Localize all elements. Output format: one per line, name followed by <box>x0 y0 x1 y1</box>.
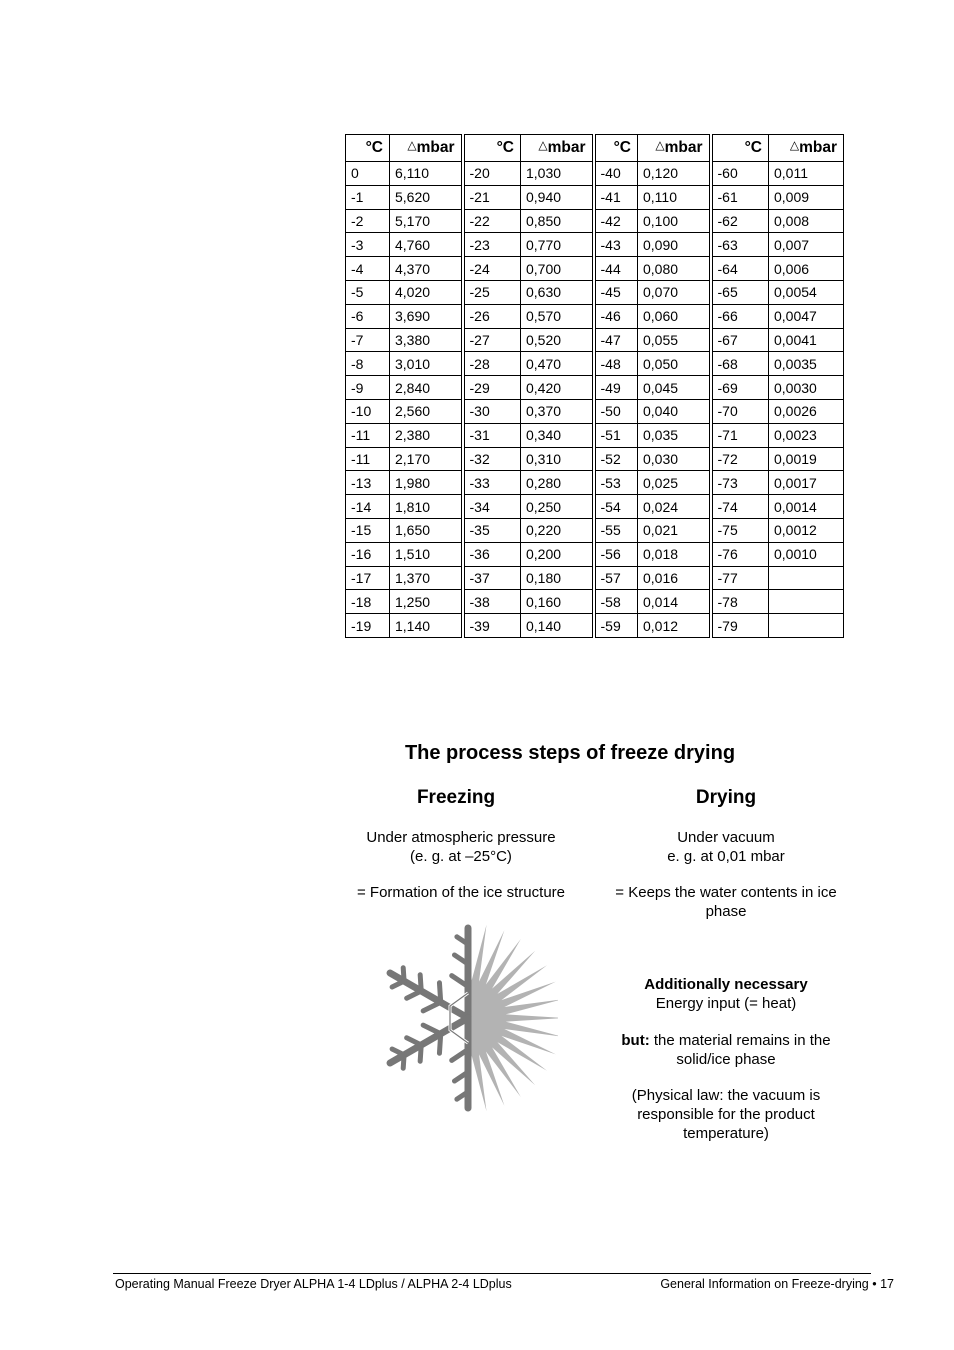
cell-pressure: 0,630 <box>521 280 594 304</box>
cell-pressure: 0,0030 <box>769 376 844 400</box>
cell-temperature: -1 <box>346 185 390 209</box>
cell-temperature: -57 <box>594 566 638 590</box>
cell-temperature: -73 <box>711 471 769 495</box>
cell-pressure: 5,620 <box>390 185 463 209</box>
sun-half-icon <box>468 923 558 1113</box>
cell-pressure: 0,045 <box>638 376 711 400</box>
cell-temperature: -11 <box>346 423 390 447</box>
cell-pressure: 0,011 <box>769 162 844 186</box>
cell-pressure <box>769 614 844 638</box>
cell-temperature: -58 <box>594 590 638 614</box>
cell-temperature: -14 <box>346 495 390 519</box>
cell-pressure: 0,570 <box>521 304 594 328</box>
cell-pressure: 0,310 <box>521 447 594 471</box>
cell-pressure: 0,030 <box>638 447 711 471</box>
table-row <box>346 518 844 542</box>
cell-pressure: 1,370 <box>390 566 463 590</box>
cell-pressure: 0,200 <box>521 542 594 566</box>
cell-temperature: -65 <box>711 280 769 304</box>
cell-temperature: -59 <box>594 614 638 638</box>
cell-pressure: 6,110 <box>390 162 463 186</box>
cell-pressure: 0,340 <box>521 423 594 447</box>
cell-pressure: 0,018 <box>638 542 711 566</box>
cell-temperature: -48 <box>594 352 638 376</box>
cell-pressure: 0,016 <box>638 566 711 590</box>
cell-temperature: -17 <box>346 566 390 590</box>
cell-pressure: 1,140 <box>390 614 463 638</box>
cell-temperature: -38 <box>463 590 521 614</box>
cell-temperature: -67 <box>711 328 769 352</box>
cell-pressure: 2,170 <box>390 447 463 471</box>
table-row <box>346 257 844 281</box>
cell-pressure: 0,007 <box>769 233 844 257</box>
table-row <box>346 233 844 257</box>
cell-temperature: -31 <box>463 423 521 447</box>
cell-temperature: -51 <box>594 423 638 447</box>
cell-temperature: -63 <box>711 233 769 257</box>
header-mbar: △mbar <box>521 135 594 162</box>
cell-temperature: -24 <box>463 257 521 281</box>
cell-pressure: 0,0035 <box>769 352 844 376</box>
cell-temperature: -5 <box>346 280 390 304</box>
cell-pressure: 0,0041 <box>769 328 844 352</box>
table-header-row <box>346 135 844 162</box>
snowflake-half-icon <box>390 928 468 1108</box>
footer-divider <box>113 1273 871 1274</box>
header-celsius: °C <box>711 135 769 162</box>
table-row <box>346 590 844 614</box>
cell-pressure: 0,520 <box>521 328 594 352</box>
cell-pressure: 3,690 <box>390 304 463 328</box>
cell-temperature: -34 <box>463 495 521 519</box>
cell-temperature: -6 <box>346 304 390 328</box>
cell-pressure: 1,510 <box>390 542 463 566</box>
vapor-pressure-table <box>345 134 844 638</box>
cell-temperature: -30 <box>463 399 521 423</box>
cell-temperature: -52 <box>594 447 638 471</box>
cell-pressure: 0,160 <box>521 590 594 614</box>
cell-pressure: 0,012 <box>638 614 711 638</box>
cell-pressure: 0,280 <box>521 471 594 495</box>
cell-temperature: -9 <box>346 376 390 400</box>
cell-pressure: 0,100 <box>638 209 711 233</box>
additional-requirement: Additionally necessary Energy input (= heat) <box>644 976 808 1012</box>
cell-temperature: 0 <box>346 162 390 186</box>
cell-pressure: 0,0012 <box>769 518 844 542</box>
cell-temperature: -55 <box>594 518 638 542</box>
cell-pressure: 0,024 <box>638 495 711 519</box>
table-row <box>346 614 844 638</box>
cell-pressure: 0,470 <box>521 352 594 376</box>
cell-pressure: 0,850 <box>521 209 594 233</box>
table-row <box>346 280 844 304</box>
cell-pressure: 0,110 <box>638 185 711 209</box>
cell-temperature: -19 <box>346 614 390 638</box>
table-row <box>346 566 844 590</box>
drying-result: = Keeps the water contents in ice phase <box>615 884 837 920</box>
cell-pressure: 0,0047 <box>769 304 844 328</box>
header-mbar: △mbar <box>769 135 844 162</box>
cell-pressure: 0,060 <box>638 304 711 328</box>
cell-pressure: 0,0017 <box>769 471 844 495</box>
cell-temperature: -69 <box>711 376 769 400</box>
cell-temperature: -32 <box>463 447 521 471</box>
physical-law-note: (Physical law: the vacuum is responsible for the product temperature) <box>631 1087 821 1142</box>
cell-temperature: -36 <box>463 542 521 566</box>
table-row <box>346 447 844 471</box>
cell-pressure: 1,650 <box>390 518 463 542</box>
cell-temperature: -78 <box>711 590 769 614</box>
cell-temperature: -16 <box>346 542 390 566</box>
freezing-heading: Freezing <box>416 787 496 808</box>
table-row <box>346 352 844 376</box>
cell-temperature: -26 <box>463 304 521 328</box>
drying-heading: Drying <box>695 787 757 808</box>
cell-pressure: 4,020 <box>390 280 463 304</box>
cell-pressure: 1,980 <box>390 471 463 495</box>
cell-temperature: -47 <box>594 328 638 352</box>
table-row <box>346 495 844 519</box>
cell-pressure: 4,760 <box>390 233 463 257</box>
cell-temperature: -29 <box>463 376 521 400</box>
cell-temperature: -21 <box>463 185 521 209</box>
cell-pressure: 2,380 <box>390 423 463 447</box>
snowflake-sun-icon <box>378 918 558 1123</box>
cell-temperature: -39 <box>463 614 521 638</box>
cell-temperature: -42 <box>594 209 638 233</box>
cell-temperature: -64 <box>711 257 769 281</box>
table-row <box>346 423 844 447</box>
cell-temperature: -53 <box>594 471 638 495</box>
cell-pressure: 0,006 <box>769 257 844 281</box>
cell-pressure: 0,055 <box>638 328 711 352</box>
table-row <box>346 471 844 495</box>
table-row <box>346 185 844 209</box>
cell-pressure: 0,700 <box>521 257 594 281</box>
cell-pressure: 0,220 <box>521 518 594 542</box>
table-row <box>346 162 844 186</box>
cell-temperature: -10 <box>346 399 390 423</box>
cell-pressure: 1,810 <box>390 495 463 519</box>
cell-pressure: 0,120 <box>638 162 711 186</box>
header-celsius: °C <box>346 135 390 162</box>
cell-temperature: -11 <box>346 447 390 471</box>
cell-temperature: -56 <box>594 542 638 566</box>
cell-pressure: 0,090 <box>638 233 711 257</box>
cell-pressure: 0,370 <box>521 399 594 423</box>
cell-temperature: -23 <box>463 233 521 257</box>
cell-temperature: -44 <box>594 257 638 281</box>
cell-pressure: 4,370 <box>390 257 463 281</box>
cell-pressure: 0,940 <box>521 185 594 209</box>
cell-temperature: -70 <box>711 399 769 423</box>
table-row <box>346 376 844 400</box>
cell-temperature: -18 <box>346 590 390 614</box>
cell-pressure: 2,560 <box>390 399 463 423</box>
cell-pressure: 0,140 <box>521 614 594 638</box>
cell-temperature: -61 <box>711 185 769 209</box>
cell-pressure: 0,080 <box>638 257 711 281</box>
drying-condition: Under vacuum e. g. at 0,01 mbar <box>667 829 785 865</box>
cell-pressure <box>769 566 844 590</box>
cell-temperature: -25 <box>463 280 521 304</box>
cell-pressure: 0,0014 <box>769 495 844 519</box>
drying-but-note: but: the material remains in the solid/ice phase <box>621 1032 831 1068</box>
cell-temperature: -41 <box>594 185 638 209</box>
cell-pressure: 3,010 <box>390 352 463 376</box>
cell-temperature: -8 <box>346 352 390 376</box>
cell-temperature: -20 <box>463 162 521 186</box>
footer-section-page: General Information on Freeze-drying • 17 <box>660 1277 894 1291</box>
cell-pressure: 2,840 <box>390 376 463 400</box>
cell-pressure: 0,0026 <box>769 399 844 423</box>
cell-temperature: -27 <box>463 328 521 352</box>
cell-temperature: -66 <box>711 304 769 328</box>
table-row <box>346 542 844 566</box>
cell-pressure: 0,040 <box>638 399 711 423</box>
cell-pressure <box>769 590 844 614</box>
cell-temperature: -75 <box>711 518 769 542</box>
cell-temperature: -13 <box>346 471 390 495</box>
cell-pressure: 0,420 <box>521 376 594 400</box>
cell-temperature: -7 <box>346 328 390 352</box>
header-celsius: °C <box>463 135 521 162</box>
header-celsius: °C <box>594 135 638 162</box>
cell-pressure: 0,0010 <box>769 542 844 566</box>
cell-temperature: -60 <box>711 162 769 186</box>
cell-pressure: 1,250 <box>390 590 463 614</box>
cell-pressure: 0,009 <box>769 185 844 209</box>
cell-pressure: 0,050 <box>638 352 711 376</box>
cell-pressure: 0,0019 <box>769 447 844 471</box>
cell-temperature: -76 <box>711 542 769 566</box>
cell-pressure: 0,770 <box>521 233 594 257</box>
cell-pressure: 0,180 <box>521 566 594 590</box>
freezing-result: = Formation of the ice structure <box>356 884 565 901</box>
cell-pressure: 0,008 <box>769 209 844 233</box>
cell-temperature: -77 <box>711 566 769 590</box>
footer-document-title: Operating Manual Freeze Dryer ALPHA 1-4 LDplus / ALPHA 2-4 LDplus <box>115 1277 512 1291</box>
cell-temperature: -22 <box>463 209 521 233</box>
cell-pressure: 0,0054 <box>769 280 844 304</box>
header-mbar: △mbar <box>638 135 711 162</box>
table-row <box>346 328 844 352</box>
cell-pressure: 0,070 <box>638 280 711 304</box>
diagram-title: The process steps of freeze drying <box>404 742 736 764</box>
cell-temperature: -49 <box>594 376 638 400</box>
cell-temperature: -62 <box>711 209 769 233</box>
cell-temperature: -35 <box>463 518 521 542</box>
cell-temperature: -3 <box>346 233 390 257</box>
cell-temperature: -74 <box>711 495 769 519</box>
freezing-condition: Under atmospheric pressure (e. g. at –25°C) <box>366 829 556 865</box>
table-row <box>346 209 844 233</box>
table-row <box>346 399 844 423</box>
cell-temperature: -28 <box>463 352 521 376</box>
cell-pressure: 3,380 <box>390 328 463 352</box>
cell-temperature: -33 <box>463 471 521 495</box>
cell-temperature: -46 <box>594 304 638 328</box>
cell-pressure: 1,030 <box>521 162 594 186</box>
cell-temperature: -2 <box>346 209 390 233</box>
cell-pressure: 0,250 <box>521 495 594 519</box>
cell-pressure: 0,014 <box>638 590 711 614</box>
cell-temperature: -54 <box>594 495 638 519</box>
cell-temperature: -45 <box>594 280 638 304</box>
cell-temperature: -72 <box>711 447 769 471</box>
cell-temperature: -50 <box>594 399 638 423</box>
cell-pressure: 0,035 <box>638 423 711 447</box>
header-mbar: △mbar <box>390 135 463 162</box>
cell-temperature: -71 <box>711 423 769 447</box>
cell-temperature: -4 <box>346 257 390 281</box>
cell-pressure: 0,021 <box>638 518 711 542</box>
cell-pressure: 0,0023 <box>769 423 844 447</box>
cell-pressure: 5,170 <box>390 209 463 233</box>
cell-temperature: -15 <box>346 518 390 542</box>
cell-temperature: -37 <box>463 566 521 590</box>
cell-temperature: -79 <box>711 614 769 638</box>
cell-pressure: 0,025 <box>638 471 711 495</box>
cell-temperature: -43 <box>594 233 638 257</box>
cell-temperature: -40 <box>594 162 638 186</box>
table-row <box>346 304 844 328</box>
cell-temperature: -68 <box>711 352 769 376</box>
